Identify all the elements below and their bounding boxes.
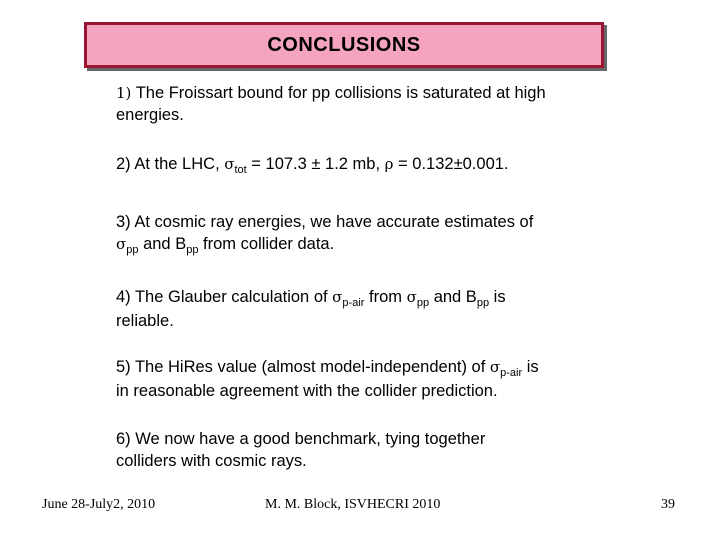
subscript: pp	[126, 244, 139, 256]
item-text: from collider data.	[198, 235, 335, 253]
subscript: tot	[234, 164, 247, 176]
item-text: = 107.3 ± 1.2 mb,	[246, 155, 385, 173]
sigma-symbol: σ	[332, 288, 343, 306]
sigma-symbol: σ	[224, 155, 235, 173]
item-text: colliders with cosmic rays.	[116, 452, 307, 470]
conclusion-item-6	[116, 428, 606, 472]
sigma-symbol: σ	[116, 235, 127, 253]
subscript: pp	[416, 297, 430, 309]
item-text: and B	[429, 288, 477, 306]
sigma-symbol: σ	[406, 288, 417, 306]
item-number: 1)	[116, 84, 132, 102]
rho-symbol: ρ	[384, 155, 394, 173]
item-number: 6)	[116, 430, 131, 448]
item-number: 3)	[116, 213, 131, 231]
page-number: 39	[661, 497, 675, 512]
footer-author: M. M. Block, ISVHECRI 2010	[265, 497, 441, 512]
subscript: pp	[476, 297, 490, 309]
item-number: 4)	[116, 288, 131, 306]
subscript: p-air	[500, 367, 523, 379]
item-text: The Glauber calculation of	[134, 288, 333, 306]
title-banner	[84, 22, 604, 68]
item-text: At cosmic ray energies, we have accurate estimates of	[134, 213, 534, 231]
item-text: in reasonable agreement with the collider prediction.	[116, 382, 498, 400]
conclusion-item-2	[116, 153, 606, 177]
item-text: is	[489, 288, 506, 306]
subscript: p-air	[342, 297, 365, 309]
slide-title: CONCLUSIONS	[267, 33, 421, 56]
item-text: reliable.	[116, 312, 174, 330]
item-text: energies.	[116, 106, 184, 124]
item-text: = 0.132±0.001.	[393, 155, 509, 173]
item-text: is	[522, 358, 539, 376]
item-text: and B	[138, 235, 187, 253]
item-text: At the LHC,	[134, 155, 225, 173]
subscript: pp	[186, 244, 199, 256]
item-text: from	[364, 288, 407, 306]
conclusion-item-5	[116, 356, 606, 402]
item-text: We now have a good benchmark, tying together	[135, 430, 486, 448]
footer-date: June 28-July2, 2010	[42, 497, 156, 512]
sigma-symbol: σ	[489, 358, 501, 376]
conclusion-item-3	[116, 211, 606, 257]
item-number: 2)	[116, 155, 131, 173]
item-number: 5)	[116, 358, 131, 376]
item-text: The HiRes value (almost model-independent) of	[134, 358, 490, 376]
conclusion-item-4	[116, 286, 606, 332]
conclusion-item-1	[116, 82, 606, 126]
item-text: The Froissart bound for pp collisions is saturated at high	[135, 84, 546, 102]
